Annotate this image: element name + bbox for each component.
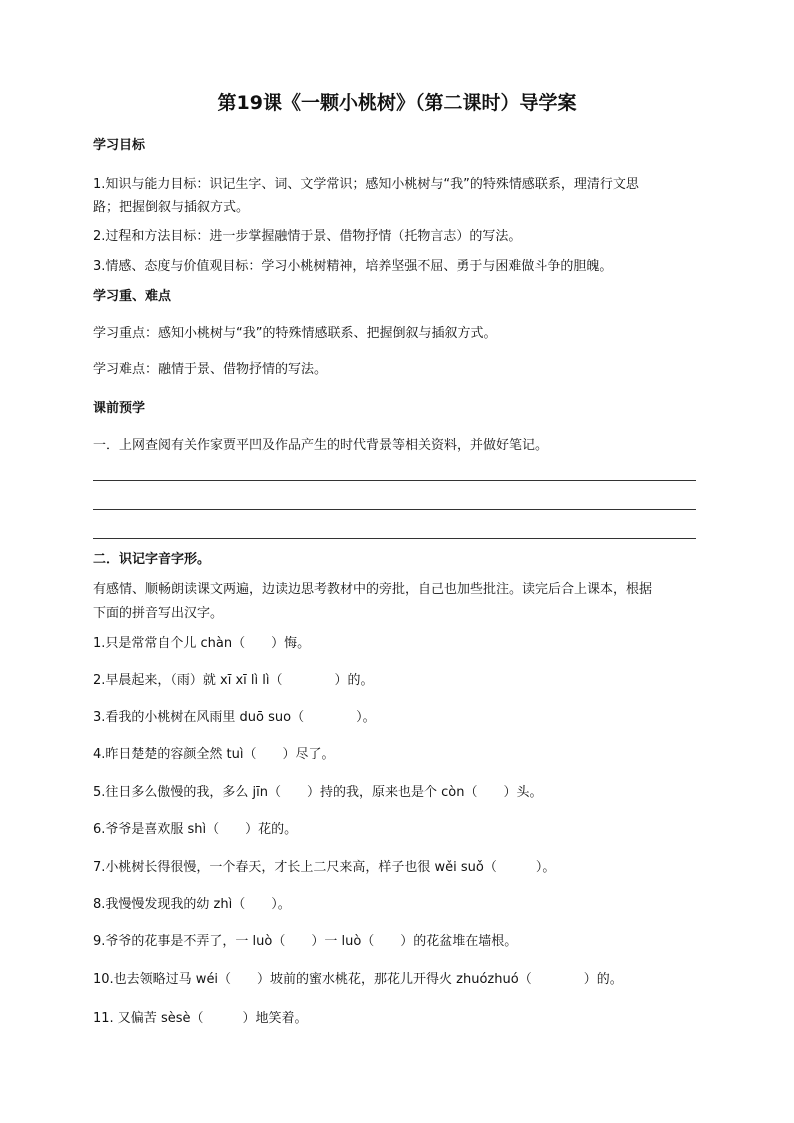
goal-item-1-line-2: 路；把握倒叙与插叙方式。 xyxy=(93,200,250,215)
key-point-difficulty: 学习难点：融情于景、借物抒情的写法。 xyxy=(93,362,328,377)
question-item: 5.往日多么傲慢的我，多么 jīn（ ）持的我，原来也是个 còn（ ）头。 xyxy=(93,785,543,800)
question-item: 7.小桃树长得很慢，一个春天，才长上二尺来高，样子也很 wěi suǒ（ ）。 xyxy=(93,860,556,875)
question-item: 6.爷爷是喜欢服 shì（ ）花的。 xyxy=(93,822,298,837)
preview-heading: 课前预学 xyxy=(93,401,146,416)
key-point-focus: 学习重点：感知小桃树与“我”的特殊情感联系、把握倒叙与插叙方式。 xyxy=(93,326,497,341)
key-points-heading: 学习重、难点 xyxy=(93,289,172,304)
answer-line xyxy=(93,480,696,481)
answer-line xyxy=(93,509,696,510)
question-item: 11. 又偏苦 sèsè（ ）地笑着。 xyxy=(93,1011,308,1026)
question-item: 4.昨日楚楚的容颜全然 tuì（ ）尽了。 xyxy=(93,747,335,762)
question-item: 3.看我的小桃树在风雨里 duō suo（ ）。 xyxy=(93,710,376,725)
question-item: 1.只是常常自个儿 chàn（ ）悔。 xyxy=(93,636,311,651)
question-item: 2.早晨起来，（雨）就 xī xī lì lì（ ）的。 xyxy=(93,673,374,688)
goals-heading: 学习目标 xyxy=(93,138,146,153)
task-2-intro-line-2: 下面的拼音写出汉字。 xyxy=(93,606,224,621)
goal-item-2: 2.过程和方法目标：进一步掌握融情于景、借物抒情（托物言志）的写法。 xyxy=(93,229,522,244)
goal-item-3: 3.情感、态度与价值观目标：学习小桃树精神，培养坚强不屈、勇于与困难做斗争的胆魄。 xyxy=(93,259,613,274)
page-title: 第19课《一颗小桃树》（第二课时）导学案 xyxy=(217,92,577,114)
answer-line xyxy=(93,538,696,539)
question-item: 9.爷爷的花事是不弄了，一 luò（ ）一 luò（ ）的花盆堆在墙根。 xyxy=(93,934,518,949)
question-item: 10.也去领略过马 wéi（ ）坡前的蜜水桃花，那花儿开得火 zhuózhuó（ ）的。 xyxy=(93,972,623,987)
question-item: 8.我慢慢发现我的幼 zhì（ ）。 xyxy=(93,897,291,912)
preview-task-2-heading: 二．识记字音字形。 xyxy=(93,552,211,567)
task-2-intro-line-1: 有感情、顺畅朗读课文两遍，边读边思考教材中的旁批，自己也加些批注。读完后合上课本，根据 xyxy=(93,582,653,597)
preview-task-1: 一．上网查阅有关作家贾平凹及作品产生的时代背景等相关资料，并做好笔记。 xyxy=(93,438,549,453)
goal-item-1-line-1: 1.知识与能力目标：识记生字、词、文学常识；感知小桃树与“我”的特殊情感联系，理清行文思 xyxy=(93,177,639,192)
